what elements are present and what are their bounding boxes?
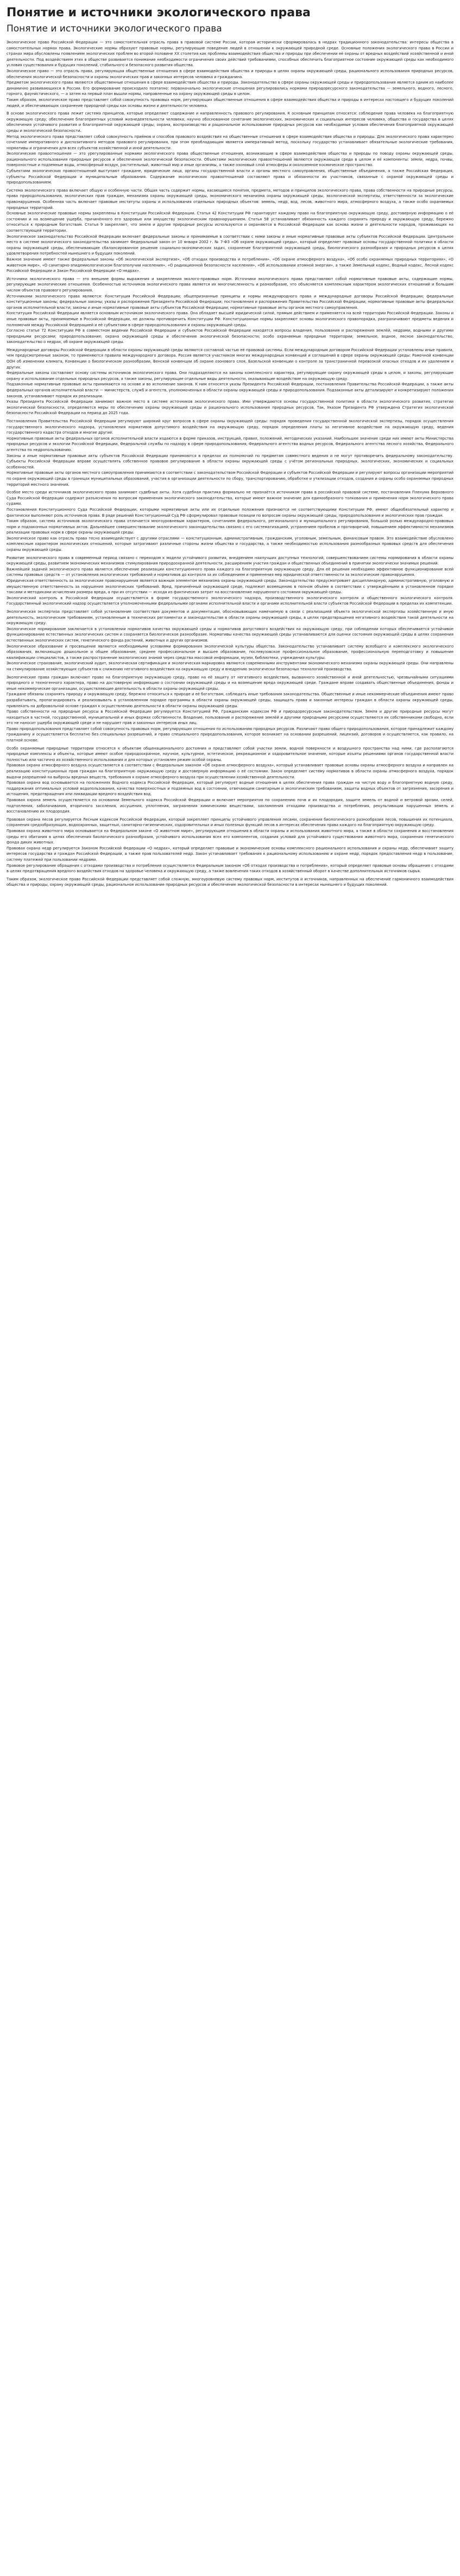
article-paragraph: Субъектами экологических правоотношений выступают граждане, юридические лица, органы государственной власти и органы местного самоуправления, общественные объединения, а также Российская Федерация, субъекты Российской Федерации и муниципальные образования. Содержание экологических правоотношений составляют права и обязанности их участников, связанные с охраной окружающей среды и природопользованием. [7,169,453,185]
article-paragraph: Важное значение имеют также федеральные законы «Об экологической экспертизе», «Об отходах производства и потребления», «Об охране атмосферного воздуха», «Об особо охраняемых природных территориях», «О животном мире», «О санитарно-эпидемиологическом благополучии населения», «О радиационной безопасности населения», «Об использовании атомной энергии», а также Земельный кодекс, Водный кодекс, Лесной кодекс Российской Федерации и Закон Российской Федерации «О недрах». [7,257,453,274]
article-paragraph: Экологическое право — это отрасль права, регулирующая общественные отношения в сфере взаимодействия общества и природы в целях охраны окружающей среды, рационального использования природных ресурсов, обеспечения экологической безопасности и охраны экологических прав и законных интересов человека и гражданина. [7,68,453,79]
article-paragraph: Правовое регулирование обращения с отходами производства и потребления осуществляется Федеральным законом «Об отходах производства и потребления», который определяет правовые основы обращения с отходами в целях предотвращения вредного воздействия отходов на здоровье человека и окружающую среду, а также вовлечения таких отходов в хозяйственный оборот в качестве дополнительных источников сырья. [7,863,453,874]
article-paragraph: Экологическое право Российской Федерации — это самостоятельная отрасль права в правовой системе России, которая исторически сформировалась в недрах традиционного законодательства: интересы общества в самостоятельных нормах права. Экологические нормы образуют правовые нормы, регулирующие поведение людей в отношении к окружающей природной среде. Основные положения экологического права в России и странах мира обусловлены появлением экологических проблем во второй половине XX столетия как проблемы взаимодействия общества и природы при обеспечении её охраны от вредных воздействий хозяйственной и иной деятельности. Под воздействием этих в обществе развивается понимание необходимости ограничения своих действий требованиями, способных обеспечить благоприятное состояние окружающей среды как необходимого условия существования и будущих поколений, стабильного и безопасного развития общества. [7,40,453,68]
article-paragraph: Экологическое страхование, экологический аудит, экологическая сертификация и экологическая маркировка являются современными инструментами экономического механизма охраны окружающей среды. Они направлены на стимулирование хозяйствующих субъектов к снижению негативного воздействия на окружающую среду и внедрению экологически безопасных технологий производства. [7,661,453,671]
article-paragraph: Юридическая ответственность за экологические правонарушения является важным элементом механизма охраны окружающей среды. Законодательство предусматривает дисциплинарную, административную, уголовную и имущественную ответственность за нарушения экологических требований. Вред, причинённый окружающей среде, подлежит возмещению в полном объёме в соответствии с утверждёнными в установленном порядке таксами и методиками исчисления размера вреда, а при их отсутствии — исходя из фактических затрат на восстановление нарушенного состояния окружающей среды. [7,579,453,595]
article-paragraph: Особое место среди источников экологического права занимают судебные акты. Хотя судебная практика формально не признаётся источником права в российской правовой системе, постановления Пленума Верховного Суда Российской Федерации содержат разъяснения по вопросам применения экологического законодательства, которые имеют важное значение для единообразного толкования и применения норм экологического права судами. [7,490,453,506]
article-paragraph: Таким образом, экологическое право Российской Федерации представляет собой сложную, многоуровневую систему правовых норм, институтов и источников, направленных на обеспечение гармоничного взаимодействия общества и природы, охрану окружающей среды, рациональное использование природных ресурсов и обеспечение экологической безопасности в интересах нынешнего и будущих поколений. [7,877,453,887]
article-paragraph: Правовая охрана животного мира основывается на Федеральном законе «О животном мире», регулирующем отношения в области охраны и использования животного мира, а также в области сохранения и восстановления среды его обитания в целях обеспечения биологического разнообразия, устойчивого использования всех его компонентов, создания условий для устойчивого существования животного мира, сохранения генетического фонда диких животных. [7,828,453,845]
article-paragraph: Экологическое законодательство Российской Федерации включает федеральные законы и принимаемые в соответствии с ними законы и иные нормативные правовые акты субъектов Российской Федерации. Центральное место в системе экологического законодательства занимает Федеральный закон от 10 января 2002 г. № 7-ФЗ «Об охране окружающей среды», который определяет правовые основы государственной политики в области охраны окружающей среды, обеспечивающие сбалансированное решение социально-экономических задач, сохранение благоприятной окружающей среды, биологического разнообразия и природных ресурсов в целях удовлетворения потребностей нынешнего и будущих поколений. [7,234,453,256]
article-paragraph: Система экологического права включает общую и особенную части. Общая часть содержит нормы, касающиеся понятия, предмета, методов и принципов экологического права, права собственности на природные ресурсы, права природопользования, экологических прав граждан, механизма охраны окружающей среды, экономического механизма охраны окружающей среды, экологической экспертизы, ответственности за экологические правонарушения. Особенная часть включает правовые институты охраны и использования отдельных природных объектов: земель, недр, вод, лесов, животного мира, атмосферного воздуха, а также особо охраняемых природных территорий. [7,188,453,210]
article-paragraph: Источники экологического права — это внешние формы выражения и закрепления эколого-правовых норм. Источники экологического права представляют собой нормативные правовые акты, содержащие нормы, регулирующие экологические отношения. Особенностью источников экологического права является их многочисленность и разнообразие, что объясняется комплексным характером экологических отношений и большим числом объектов правового регулирования. [7,276,453,293]
article-paragraph: Метод экологического права представляет собой совокупность приёмов и способов правового воздействия на общественные отношения в сфере взаимодействия общества и природы. Для экологического права характерно сочетание императивного и диспозитивного методов правового регулирования, при этом преобладающим является императивный метод, поскольку государство устанавливает обязательные экологические требования, нормативы и ограничения для всех субъектов хозяйственной и иной деятельности. [7,134,453,150]
article-body [7,40,453,888]
article-paragraph: Законы и иные нормативные правовые акты субъектов Российской Федерации принимаются в пределах их полномочий по предметам совместного ведения и не могут противоречить федеральному законодательству. Субъекты Российской Федерации вправе осуществлять собственное правовое регулирование в области охраны окружающей среды с учётом региональных природных, экологических, экономических и социальных особенностей. [7,453,453,469]
article-paragraph: Граждане обязаны сохранять природу и окружающую среду, бережно относиться к природе и её богатствам, соблюдать иные требования законодательства. Общественные и иные некоммерческие объединения имеют право разрабатывать, пропагандировать и реализовывать в установленном порядке программы в области охраны окружающей среды, защищать права и законные интересы граждан в области охраны окружающей среды, привлекать на добровольной основе граждан к осуществлению деятельности в области охраны окружающей среды. [7,692,453,708]
article-paragraph: Право природопользования представляет собой совокупность правовых норм, регулирующих отношения по использованию природных ресурсов. Различают право общего природопользования, которое принадлежит каждому гражданину и осуществляется бесплатно без специальных разрешений, и право специального природопользования, которое возникает на основании разрешений, лицензий, договоров и осуществляется, как правило, на платной основе. [7,726,453,743]
article-paragraph: Нормативные правовые акты федеральных органов исполнительной власти издаются в форме приказов, инструкций, правил, положений, методических указаний. Наибольшее значение среди них имеют акты Министерства природных ресурсов и экологии Российской Федерации, Федеральной службы по надзору в сфере природопользования, Федерального агентства водных ресурсов, Федерального агентства лесного хозяйства, Федерального агентства по недропользованию. [7,436,453,452]
article-paragraph: Таким образом, экологическое право представляет собой совокупность правовых норм, регулирующих общественные отношения в сфере взаимодействия общества и природы в интересах настоящего и будущих поколений людей, и обеспечивающих сохранение природной среды как основы жизни и деятельности человека. [7,97,453,108]
article-paragraph: Предметом экологического права являются общественные отношения в сфере взаимодействия общества и природы. Законодательство в сфере охраны окружающей среды и природопользования является одним из наиболее динамично развивающихся в России. Его формирование происходило поэтапно: первоначально экологические отношения регулировались нормами природоресурсного законодательства — земельного, водного, лесного, горного, фаунистического, — а затем на первый план вышли нормы, направленные на охрану окружающей среды в целом. [7,80,453,97]
article-paragraph: Экологическое образование и просвещение являются необходимыми условиями формирования экологической культуры общества. Законодательство устанавливает систему всеобщего и комплексного экологического образования, включающую дошкольное и общее образование, среднее профессиональное и высшее образование, послевузовское профессиональное образование, профессиональную переподготовку и повышение квалификации специалистов, а также распространение экологических знаний через средства массовой информации, музеи, библиотеки, учреждения культуры. [7,644,453,660]
article-paragraph: Право собственности на природные ресурсы в Российской Федерации регулируется Конституцией РФ, Гражданским кодексом РФ и природоресурсным законодательством. Земля и другие природные ресурсы могут находиться в частной, государственной, муниципальной и иных формах собственности. Владение, пользование и распоряжение землёй и другими природными ресурсами осуществляются их собственниками свободно, если это не наносит ущерба окружающей среде и не нарушает прав и законных интересов иных лиц. [7,709,453,726]
article-paragraph: Важнейшей задачей экологического права является обеспечение реализации конституционного права каждого на благоприятную окружающую среду. Для её решения необходимо эффективное функционирование всей системы правовых средств — от установления экологических требований и нормативов до контроля за их соблюдением и применения мер юридической ответственности за экологические правонарушения. [7,567,453,578]
article-paragraph: Экологическое право как отрасль права тесно взаимодействует с другими отраслями — конституционным, административным, гражданским, уголовным, земельным, финансовым правом. Это взаимодействие обусловлено комплексным характером экологических отношений, которые затрагивают различные стороны жизни общества и государства, а также необходимостью использования разнообразных правовых средств для обеспечения охраны окружающей среды. [7,536,453,553]
page-subtitle: Понятие и источники экологического права [7,23,222,34]
article-paragraph: Основные экологические правовые нормы закреплены в Конституции Российской Федерации. Статья 42 Конституции РФ гарантирует каждому право на благоприятную окружающую среду, достоверную информацию о её состоянии и на возмещение ущерба, причинённого его здоровью или имуществу экологическим правонарушением. Статья 58 устанавливает обязанность каждого сохранять природу и окружающую среду, бережно относиться к природным богатствам. Статья 9 закрепляет, что земля и другие природные ресурсы используются и охраняются в Российской Федерации как основа жизни и деятельности народов, проживающих на соответствующей территории. [7,211,453,233]
article-paragraph: Таким образом, система источников экологического права отличается многоуровневым характером, сочетанием федерального, регионального и муниципального регулирования, большой ролью международно-правовых норм и подзаконных нормативных актов. Дальнейшее совершенствование экологического законодательства связано с его систематизацией, устранением пробелов и противоречий, повышением эффективности механизмов реализации правовых норм в сфере охраны окружающей среды. [7,519,453,535]
article-paragraph: Правовая охрана атмосферного воздуха осуществляется в соответствии с Федеральным законом «Об охране атмосферного воздуха», который устанавливает правовые основы охраны атмосферного воздуха и направлен на реализацию конституционных прав граждан на благоприятную окружающую среду и достоверную информацию о её состоянии. Закон определяет систему нормативов в области охраны атмосферного воздуха, порядок выдачи разрешений на выбросы вредных веществ, требования к охране атмосферного воздуха при осуществлении хозяйственной деятельности. [7,763,453,779]
article-paragraph: Конституция Российской Федерации является основным источником экологического права. Она обладает высшей юридической силой, прямым действием и применяется на всей территории Российской Федерации. Законы и иные правовые акты, принимаемые в Российской Федерации, не должны противоречить Конституции РФ. Конституционные нормы закрепляют основы экологического правопорядка, разграничивают предметы ведения и полномочия между Российской Федерацией и её субъектами в сфере природопользования и охраны окружающей среды. [7,311,453,327]
article-paragraph: Подзаконные нормативные правовые акты принимаются на основе и во исполнение законов. К ним относятся указы Президента Российской Федерации, постановления Правительства Российской Федерации, а также акты федеральных органов исполнительной власти — министерств, служб и агентств, уполномоченных в области охраны окружающей среды и природопользования. Подзаконные акты детализируют и конкретизируют положения законов, устанавливают порядок их реализации. [7,382,453,398]
article-paragraph: Источниками экологического права являются: Конституция Российской Федерации; общепризнанные принципы и нормы международного права и международные договоры Российской Федерации; федеральные конституционные законы; федеральные законы; указы и распоряжения Президента Российской Федерации; постановления и распоряжения Правительства Российской Федерации; нормативные правовые акты федеральных органов исполнительной власти; законы и иные нормативные правовые акты субъектов Российской Федерации; нормативные правовые акты органов местного самоуправления. [7,294,453,310]
page-title: Понятие и источники экологического права [7,6,311,20]
article-paragraph: Правовая охрана лесов регулируется Лесным кодексом Российской Федерации, который закрепляет принципы устойчивого управления лесами, сохранения биологического разнообразия лесов, повышения их потенциала, сохранения средообразующих, водоохранных, защитных, санитарно-гигиенических, оздоровительных и иных полезных функций лесов в интересах обеспечения права каждого на благоприятную окружающую среду. [7,817,453,828]
article-paragraph: Постановления Правительства Российской Федерации регулируют широкий круг вопросов в сфере охраны окружающей среды: порядок проведения государственной экологической экспертизы, порядок осуществления государственного экологического надзора, установления нормативов допустимого воздействия на окружающую среду, порядок определения платы за негативное воздействие на окружающую среду, ведения государственного кадастра отходов и многие другие. [7,419,453,435]
article-paragraph: Постановления Конституционного Суда Российской Федерации, которыми нормативные акты или их отдельные положения признаются не соответствующими Конституции РФ, имеют общеобязательный характер и фактически выполняют роль источников права. В ряде решений Конституционный Суд РФ сформулировал правовые позиции по вопросам охраны окружающей среды, природопользования и экологических прав граждан. [7,507,453,518]
article-paragraph: Согласно статье 72 Конституции РФ в совместном ведении Российской Федерации и субъектов Российской Федерации находятся вопросы владения, пользования и распоряжения землёй, недрами, водными и другими природными ресурсами; природопользование; охрана окружающей среды и обеспечение экологической безопасности; особо охраняемые природные территории; земельное, водное, лесное законодательство, законодательство о недрах, об охране окружающей среды. [7,328,453,345]
article-paragraph: Экологический контроль в Российской Федерации осуществляется в форме государственного экологического надзора, производственного экологического контроля и общественного экологического контроля. Государственный экологический надзор осуществляется уполномоченными федеральными органами исполнительной власти и органами исполнительной власти субъектов Российской Федерации в пределах их компетенции. [7,595,453,606]
article-paragraph: Особо охраняемые природные территории относятся к объектам общенационального достояния и представляют собой участки земли, водной поверхности и воздушного пространства над ними, где располагаются природные комплексы и объекты, которые имеют особое природоохранное, научное, культурное, эстетическое, рекреационное и оздоровительное значение, которые изъяты решениями органов государственной власти полностью или частично из хозяйственного использования и для которых установлен режим особой охраны. [7,746,453,762]
article-paragraph: Экологические правоотношения — это урегулированные нормами экологического права общественные отношения, возникающие в сфере взаимодействия общества и природы по поводу охраны окружающей среды, рационального использования природных ресурсов и обеспечения экологической безопасности. Объектами экологических правоотношений являются окружающая среда в целом и её компоненты: земли, недра, почвы, поверхностные и подземные воды, атмосферный воздух, растительный, животный мир и иные организмы, а также озоновый слой атмосферы и околоземное космическое пространство. [7,151,453,168]
article-page [0,0,460,899]
article-paragraph: Экологическая экспертиза представляет собой установление соответствия документов и документации, обосновывающих намечаемую в связи с реализацией объекта экологической экспертизы хозяйственную и иную деятельность, экологическим требованиям, установленным в технических регламентах и законодательстве в области охраны окружающей среды, в целях предотвращения негативного воздействия такой деятельности на окружающую среду. [7,610,453,626]
article-paragraph: Экологические права граждан включают право на благоприятную окружающую среду, право на её защиту от негативного воздействия, вызванного хозяйственной и иной деятельностью, чрезвычайными ситуациями природного и техногенного характера, право на достоверную информацию о состоянии окружающей среды и на возмещение вреда окружающей среде. Граждане вправе создавать общественные объединения, фонды и иные некоммерческие организации, осуществляющие деятельность в области охраны окружающей среды. [7,675,453,691]
article-paragraph: Правовая охрана вод основывается на положениях Водного кодекса Российской Федерации, который регулирует водные отношения в целях обеспечения права граждан на чистую воду и благоприятную водную среду, поддержания оптимальных условий водопользования, качества поверхностных и подземных вод в состоянии, отвечающем санитарным и экологическим требованиям, защиты водных объектов от загрязнения, засорения и истощения, предотвращения или ликвидации вредного воздействия вод. [7,781,453,797]
article-paragraph: Развитие экологического права в современный период связано с переходом к модели устойчивого развития, внедрением наилучших доступных технологий, совершенствованием системы нормирования в области охраны окружающей среды, развитием экономических механизмов стимулирования природоохранной деятельности, расширением участия граждан и общественных объединений в принятии экологически значимых решений. [7,555,453,566]
article-paragraph: В основе экологического права лежит система принципов, которые определяют содержание и направленность правового регулирования. К основным принципам относятся: соблюдение права человека на благоприятную окружающую среду; обеспечение благоприятных условий жизнедеятельности человека; научно обоснованное сочетание экологических, экономических и социальных интересов человека, общества и государства в целях обеспечения устойчивого развития и благоприятной окружающей среды; охрана, воспроизводство и рациональное использование природных ресурсов как необходимые условия обеспечения благоприятной окружающей среды и экологической безопасности. [7,111,453,133]
article-paragraph: Правовая охрана земель осуществляется на основании Земельного кодекса Российской Федерации и включает мероприятия по сохранению почв и их плодородия, защите земель от водной и ветровой эрозии, селей, подтопления, заболачивания, вторичного засоления, иссушения, уплотнения, загрязнения химическими веществами, захламления отходами производства и потребления, рекультивации нарушенных земель и восстановлению их плодородия. [7,798,453,814]
article-paragraph: Указы Президента Российской Федерации занимают важное место в системе источников экологического права. Ими утверждаются основы государственной политики в области экологического развития, стратегии экологической безопасности, определяются меры по обеспечению охраны окружающей среды и рационального использования природных ресурсов. Так, Указом Президента РФ утверждена Стратегия экологической безопасности Российской Федерации на период до 2025 года. [7,399,453,416]
article-paragraph: Нормативные правовые акты органов местного самоуправления принимаются в соответствии с законодательством Российской Федерации и субъектов Российской Федерации и регулируют вопросы организации мероприятий по охране окружающей среды в границах муниципальных образований, участия в организации деятельности по сбору, транспортированию, обработке и утилизации отходов, создания и охраны особо охраняемых природных территорий местного значения. [7,471,453,487]
article-paragraph: Федеральные законы составляют основу системы источников экологического права. Они подразделяются на законы комплексного характера, регулирующие охрану окружающей среды в целом, и законы, регулирующие охрану и использование отдельных природных ресурсов, а также законы, регулирующие отдельные виды деятельности, оказывающие воздействие на окружающую среду. [7,371,453,381]
article-paragraph: Международные договоры Российской Федерации в области охраны окружающей среды являются составной частью её правовой системы. Если международным договором Российской Федерации установлены иные правила, чем предусмотренные законом, то применяются правила международного договора. Россия является участником многих международных конвенций и соглашений в сфере охраны окружающей среды: Рамочной конвенции ООН об изменении климата, Конвенции о биологическом разнообразии, Венской конвенции об охране озонового слоя, Базельской конвенции о контроле за трансграничной перевозкой опасных отходов и их удалением и других. [7,347,453,370]
article-paragraph: Правовая охрана недр регулируется Законом Российской Федерации «О недрах», который определяет правовые и экономические основы комплексного рационального использования и охраны недр, обеспечивает защиту интересов государства и граждан Российской Федерации, а также прав пользователей недр. Закон устанавливает требования к рациональному использованию и охране недр, порядок предоставления недр в пользование, систему платежей при пользовании недрами. [7,846,453,862]
article-paragraph: Экологическое нормирование заключается в установлении нормативов качества окружающей среды и нормативов допустимого воздействия на окружающую среду, при соблюдении которых обеспечивается устойчивое функционирование естественных экологических систем и сохраняется биологическое разнообразие. Нормативы качества окружающей среды устанавливаются для оценки состояния окружающей среды в целях сохранения естественных экологических систем, генетического фонда растений, животных и других организмов. [7,626,453,643]
